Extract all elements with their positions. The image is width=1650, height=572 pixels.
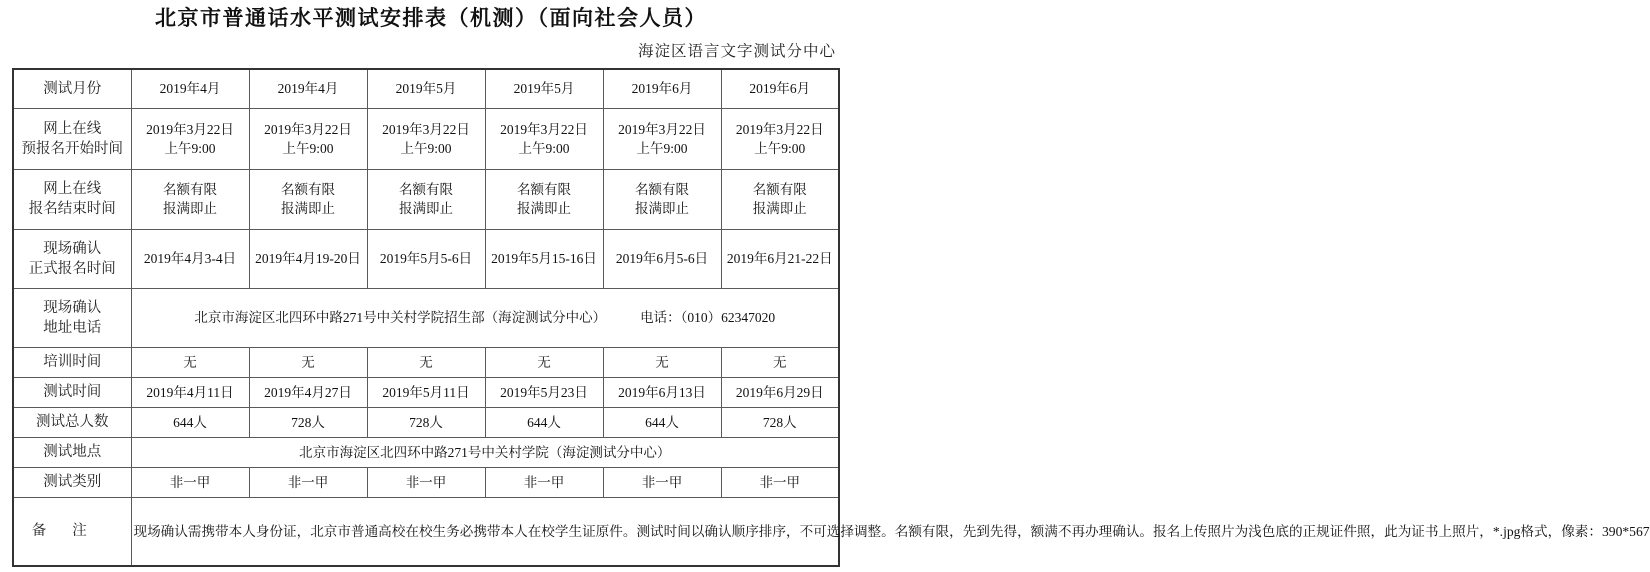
online-reg-end-cell: 名额有限 报满即止 [721,169,839,229]
online-reg-end-cell: 名额有限 报满即止 [131,169,249,229]
issuer-label: 海淀区语言文字测试分中心 [637,43,836,60]
total-candidates-cell: 728人 [721,407,839,437]
row-test-location [13,437,839,467]
total-candidates-cell: 644人 [485,407,603,437]
online-reg-end-cell: 名额有限 报满即止 [249,169,367,229]
training-time-cell: 无 [131,347,249,377]
onsite-address-phone-cell [131,288,839,347]
row-online-reg-end [13,169,839,229]
test-month-cell: 2019年6月 [603,69,721,108]
page-title: 北京市普通话水平测试安排表（机测）（面向社会人员） [155,6,707,30]
online-prereg-start-cell: 2019年3月22日 上午9:00 [721,108,839,169]
onsite-confirm-time-cell: 2019年4月3-4日 [131,229,249,288]
row-remarks [13,497,839,566]
training-time-cell: 无 [367,347,485,377]
row-test-date [13,377,839,407]
test-location-cell: 北京市海淀区北四环中路271号中关村学院（海淀测试分中心） [131,437,839,467]
test-month-cell: 2019年4月 [249,69,367,108]
test-date-cell: 2019年5月11日 [367,377,485,407]
onsite-confirm-time-cell: 2019年5月15-16日 [485,229,603,288]
online-reg-end-label: 网上在线 报名结束时间 [13,169,131,229]
row-training-time [13,347,839,377]
total-candidates-label: 测试总人数 [13,407,131,437]
test-month-label: 测试月份 [13,69,131,108]
test-month-cell: 2019年5月 [367,69,485,108]
training-time-cell: 无 [721,347,839,377]
test-month-cell: 2019年5月 [485,69,603,108]
test-date-label: 测试时间 [13,377,131,407]
test-month-cell: 2019年4月 [131,69,249,108]
test-category-cell: 非一甲 [131,467,249,497]
training-time-cell: 无 [249,347,367,377]
total-candidates-cell: 644人 [131,407,249,437]
onsite-address-phone-label: 现场确认 地址电话 [13,288,131,347]
schedule-table-body [13,69,1650,566]
test-location-label: 测试地点 [13,437,131,467]
remarks-cell: 现场确认需携带本人身份证，北京市普通高校在校生务必携带本人在校学生证原件。测试时间以确认顺序排序，不可选择调整。名额有限，先到先得，额满不再办理确认。报名上传照片为浅色底的正规证件照，此为证书上照片，*.jpg格式，像素：390*567 [131,497,839,566]
test-date-cell: 2019年5月23日 [485,377,603,407]
row-online-prereg-start [13,108,839,169]
total-candidates-cell: 644人 [603,407,721,437]
online-reg-end-cell: 名额有限 报满即止 [485,169,603,229]
test-date-cell: 2019年6月29日 [721,377,839,407]
onsite-confirm-time-cell: 2019年4月19-20日 [249,229,367,288]
schedule-table [12,68,1650,567]
test-category-cell: 非一甲 [721,467,839,497]
onsite-confirm-time-cell: 2019年6月21-22日 [721,229,839,288]
training-time-label: 培训时间 [13,347,131,377]
online-prereg-start-cell: 2019年3月22日 上午9:00 [249,108,367,169]
row-onsite-confirm-time [13,229,839,288]
online-prereg-start-cell: 2019年3月22日 上午9:00 [603,108,721,169]
online-reg-end-cell: 名额有限 报满即止 [603,169,721,229]
total-candidates-cell: 728人 [249,407,367,437]
remarks-label: 备注 [13,497,131,566]
test-category-cell: 非一甲 [485,467,603,497]
online-reg-end-cell: 名额有限 报满即止 [367,169,485,229]
test-category-cell: 非一甲 [367,467,485,497]
online-prereg-start-cell: 2019年3月22日 上午9:00 [485,108,603,169]
test-category-cell: 非一甲 [249,467,367,497]
test-category-label: 测试类别 [13,467,131,497]
row-test-category [13,467,839,497]
total-candidates-cell: 728人 [367,407,485,437]
onsite-confirm-time-cell: 2019年6月5-6日 [603,229,721,288]
online-prereg-start-label: 网上在线 预报名开始时间 [13,108,131,169]
online-prereg-start-cell: 2019年3月22日 上午9:00 [367,108,485,169]
test-category-cell: 非一甲 [603,467,721,497]
onsite-phone: 电话：（010）62347020 [640,310,776,325]
row-test-month [13,69,839,108]
test-date-cell: 2019年6月13日 [603,377,721,407]
online-prereg-start-cell: 2019年3月22日 上午9:00 [131,108,249,169]
test-month-cell: 2019年6月 [721,69,839,108]
onsite-confirm-time-cell: 2019年5月5-6日 [367,229,485,288]
test-date-cell: 2019年4月11日 [131,377,249,407]
onsite-confirm-time-label: 现场确认 正式报名时间 [13,229,131,288]
training-time-cell: 无 [603,347,721,377]
row-total-candidates [13,407,839,437]
test-date-cell: 2019年4月27日 [249,377,367,407]
onsite-address: 北京市海淀区北四环中路271号中关村学院招生部（海淀测试分中心） [194,310,607,325]
row-onsite-address-phone [13,288,839,347]
training-time-cell: 无 [485,347,603,377]
